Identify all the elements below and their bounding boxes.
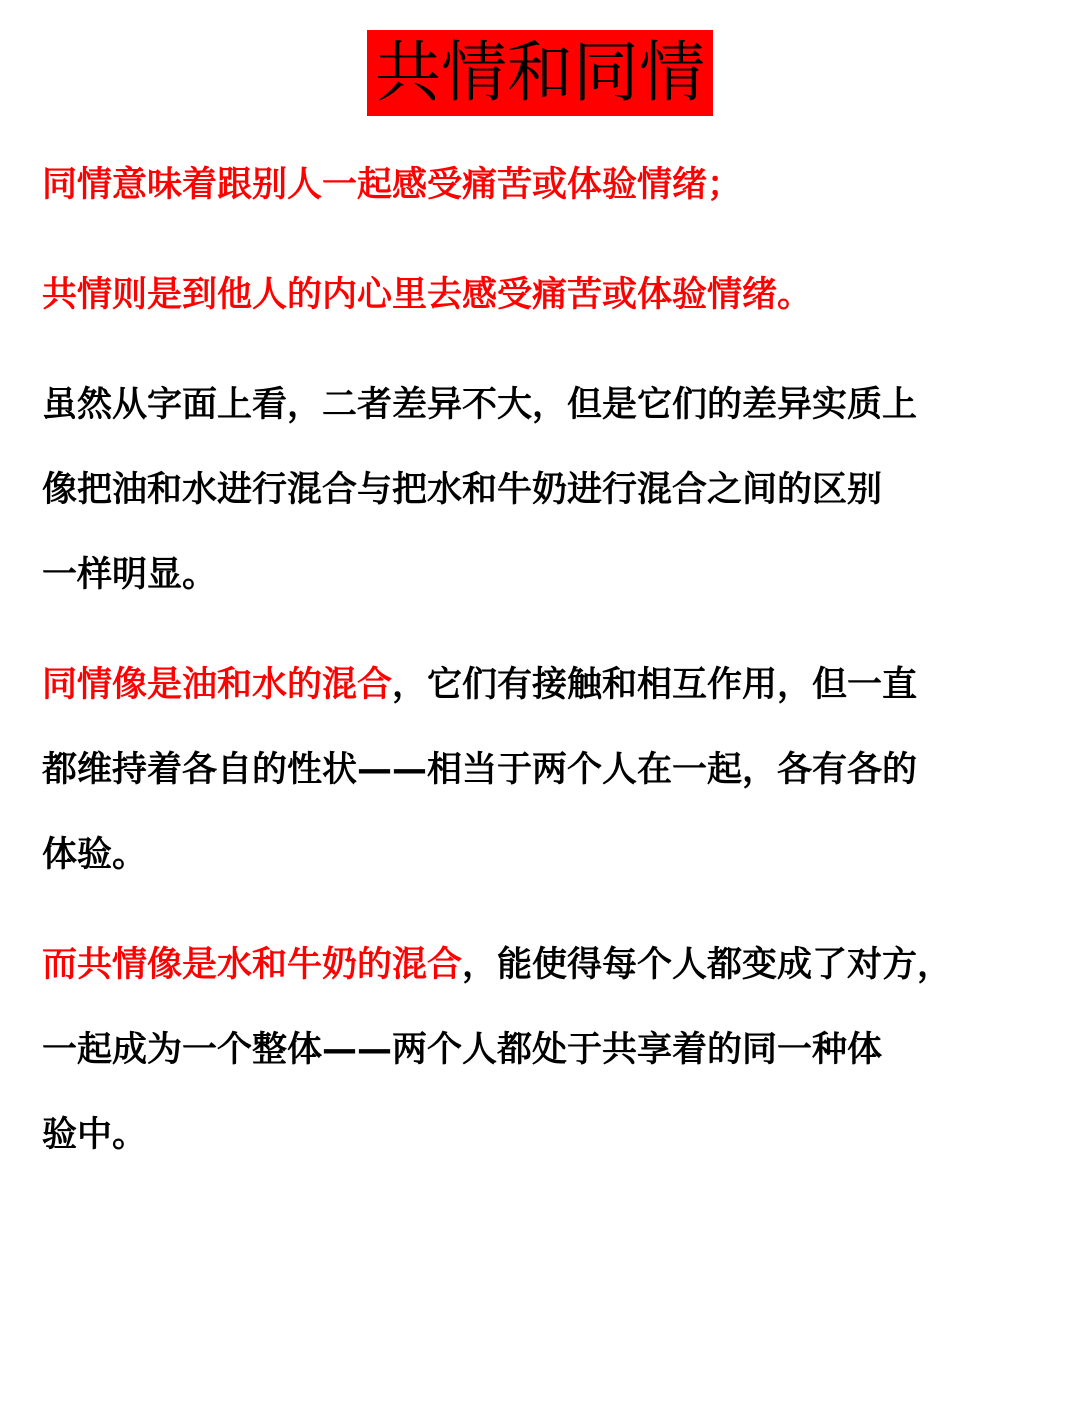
paragraph-empathy-analogy-line-1: [42, 943, 1072, 987]
page-title: 共情和同情: [367, 30, 713, 116]
sympathy-analogy-highlight: 同情像是油和水的混合: [42, 665, 393, 705]
empathy-analogy-highlight: 而共情像是水和牛奶的混合: [42, 945, 463, 985]
paragraph-sympathy-analogy-line-2: 都维持着各自的性状——相当于两个人在一起，各有各的: [42, 750, 918, 790]
paragraph-empathy-definition: 共情则是到他人的内心里去感受痛苦或体验情绪。: [42, 275, 813, 315]
sympathy-analogy-rest: ，它们有接触和相互作用，但一直: [392, 665, 918, 705]
paragraph-difference-line-1: 虽然从字面上看，二者差异不大，但是它们的差异实质上: [42, 385, 918, 425]
empathy-analogy-rest: ，能使得每个人都变成了对方，: [462, 945, 953, 985]
title-container: [0, 30, 1080, 116]
paragraph-empathy-analogy-line-2: 一起成为一个整体——两个人都处于共享着的同一种体: [42, 1030, 883, 1070]
paragraph-sympathy-definition: 同情意味着跟别人一起感受痛苦或体验情绪；: [42, 165, 743, 205]
paragraph-sympathy-analogy-line-3: 体验。: [42, 835, 148, 875]
paragraph-difference-line-2: 像把油和水进行混合与把水和牛奶进行混合之间的区别: [42, 470, 883, 510]
paragraph-empathy-analogy-line-3: 验中。: [42, 1115, 148, 1155]
paragraph-sympathy-analogy-line-1: [42, 663, 1072, 707]
paragraph-difference-line-3: 一样明显。: [42, 555, 218, 595]
